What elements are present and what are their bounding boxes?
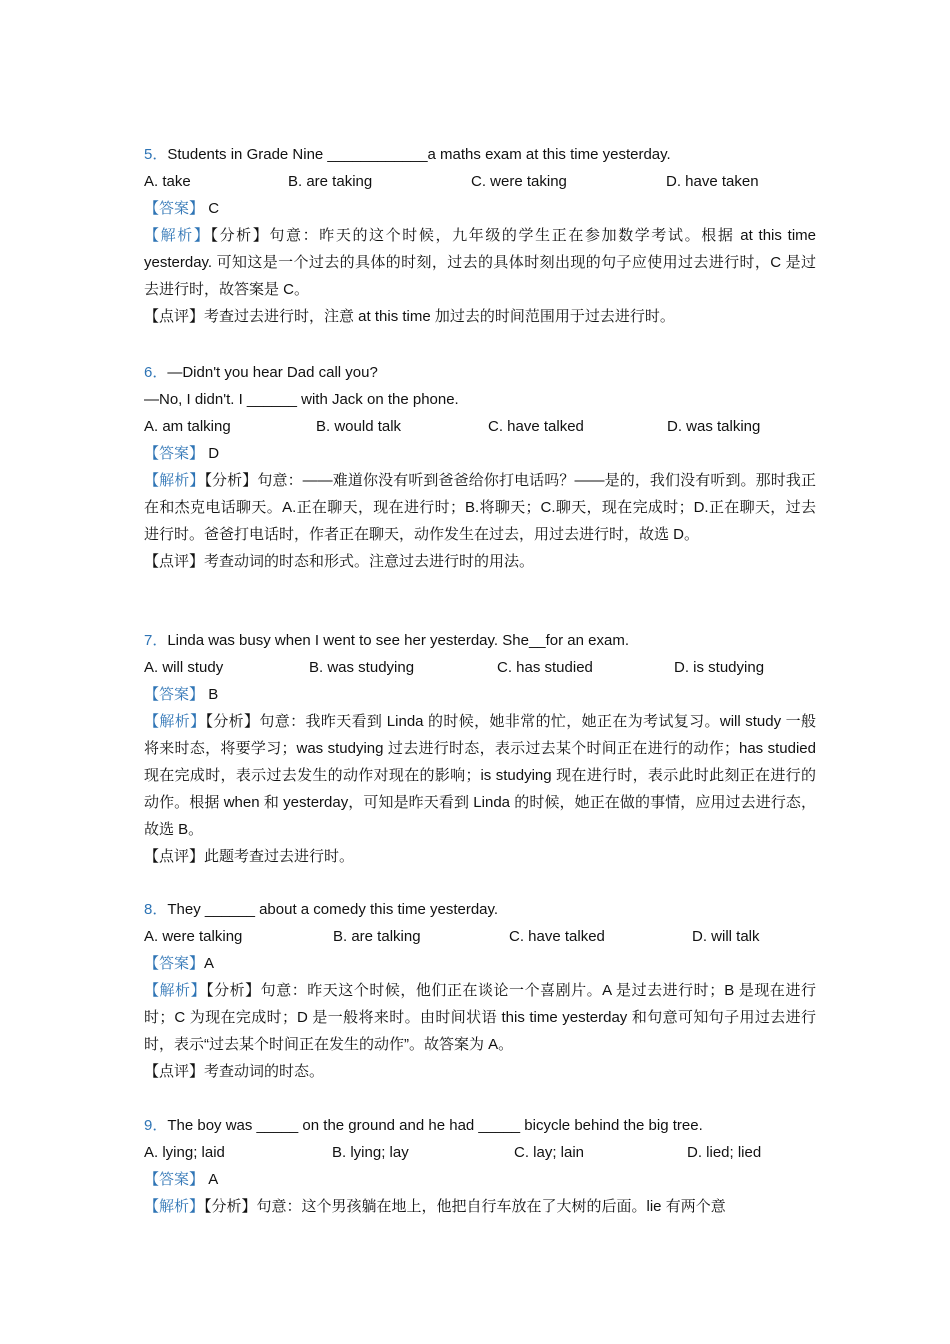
- options-row: [144, 923, 816, 950]
- options-row: [144, 1139, 816, 1166]
- question-5: [144, 141, 816, 330]
- question-stem: [144, 1112, 816, 1139]
- analysis-paragraph: [144, 222, 816, 303]
- question-number: 9．: [144, 1117, 168, 1134]
- question-stem: [144, 896, 816, 923]
- analysis-text: 【分析】句意：——难道你没有听到爸爸给你打电话吗？——是的，我们没有听到。那时我正在和杰克电话聊天。A.正在聊天，现在进行时；B.将聊天；C.聊天，现在完成时；D.正在聊天，过去进行时。爸爸打电话时，作者正在聊天，动作发生在过去，用过去进行时，故选 D。: [144, 472, 816, 543]
- question-number: 7．: [144, 632, 168, 649]
- analysis-text: 【分析】句意：这个男孩躺在地上，他把自行车放在了大树的后面。lie 有两个意: [204, 1198, 726, 1215]
- analysis-tag: 【解析】: [144, 227, 211, 244]
- question-stem: [144, 141, 816, 168]
- option-a: A. am talking: [144, 418, 231, 435]
- question-text: Students in Grade Nine ____________a maths exam at this time yesterday.: [167, 146, 671, 163]
- comment-line: 【点评】考查动词的时态和形式。注意过去进行时的用法。: [144, 553, 535, 570]
- option-b: B. are taking: [288, 173, 373, 190]
- option-c: C. lay; lain: [514, 1144, 585, 1161]
- answer-tag: 【答案】: [144, 955, 205, 972]
- analysis-text: 【分析】句意：昨天的这个时候，九年级的学生正在参加数学考试。根据 at this time yesterday. 可知这是一个过去的具体的时刻，过去的具体时刻出现的句子应使用过去进行时，C 是过去进行时，故答案是 C。: [144, 227, 816, 298]
- answer-value: B: [208, 686, 219, 703]
- analysis-paragraph: [144, 467, 816, 548]
- analysis-paragraph: [144, 977, 816, 1058]
- question-text-line-2: —No, I didn't. I ______ with Jack on the phone.: [144, 391, 459, 408]
- options-row: [144, 168, 816, 195]
- answer-line: [144, 681, 816, 708]
- question-9: [144, 1112, 816, 1220]
- option-d: D. have taken: [666, 173, 759, 190]
- analysis-text: 【分析】句意：昨天这个时候，他们正在谈论一个喜剧片。A 是过去进行时；B 是现在进行时；C 为现在完成时；D 是一般将来时。由时间状语 this time yesterday 和句意可知句子用过去进行时，表示“过去某个时间正在发生的动作”。故答案为 A。: [144, 982, 816, 1053]
- option-c: C. were taking: [471, 173, 567, 190]
- option-d: D. is studying: [674, 659, 765, 676]
- question-text: —Didn't you hear Dad call you?: [167, 364, 378, 381]
- question-stem: [144, 627, 816, 654]
- comment-line: 【点评】此题考查过去进行时。: [144, 848, 355, 865]
- answer-tag: 【答案】: [144, 200, 205, 217]
- question-text: They ______ about a comedy this time yesterday.: [167, 901, 499, 918]
- option-a: A. lying; laid: [144, 1144, 225, 1161]
- comment-line: 【点评】考查动词的时态。: [144, 1063, 325, 1080]
- question-6: [144, 359, 816, 575]
- answer-line: [144, 950, 816, 977]
- answer-value: A: [208, 1171, 219, 1188]
- analysis-tag: 【解析】: [144, 982, 207, 999]
- answer-value: C: [208, 200, 220, 217]
- question-7: [144, 627, 816, 870]
- options-row: [144, 654, 816, 681]
- analysis-text: 【分析】句意：我昨天看到 Linda 的时候，她非常的忙，她正在为考试复习。will study 一般将来时态，将要学习；was studying 过去进行时态，表示过去某个时间正在进行的动作；has studied 现在完成时，表示过去发生的动作对现在的影响；is studying 现在进行时，表示此时此刻正在进行的动作。根据 when 和 yesterday，可知是昨天看到 Linda 的时候，她正在做的事情，应用过去进行态，故选 B。: [144, 713, 816, 838]
- option-b: B. was studying: [309, 659, 415, 676]
- answer-tag: 【答案】: [144, 1171, 205, 1188]
- option-c: C. have talked: [509, 928, 605, 945]
- answer-tag: 【答案】: [144, 686, 205, 703]
- answer-line: [144, 1166, 816, 1193]
- options-row: [144, 413, 816, 440]
- question-text: Linda was busy when I went to see her yesterday. She__for an exam.: [167, 632, 629, 649]
- answer-value: D: [208, 445, 220, 462]
- question-number: 8．: [144, 901, 168, 918]
- option-c: C. have talked: [488, 418, 584, 435]
- option-b: B. would talk: [316, 418, 402, 435]
- analysis-tag: 【解析】: [144, 713, 206, 730]
- option-b: B. lying; lay: [332, 1144, 409, 1161]
- answer-line: [144, 195, 816, 222]
- option-d: D. lied; lied: [687, 1144, 762, 1161]
- question-text: The boy was _____ on the ground and he had _____ bicycle behind the big tree.: [167, 1117, 703, 1134]
- answer-tag: 【答案】: [144, 445, 205, 462]
- analysis-paragraph: [144, 1193, 816, 1220]
- analysis-tag: 【解析】: [144, 472, 205, 489]
- answer-line: [144, 440, 816, 467]
- comment-line: 【点评】考查过去进行时，注意 at this time 加过去的时间范围用于过去进行时。: [144, 308, 675, 325]
- analysis-tag: 【解析】: [144, 1198, 205, 1215]
- question-number: 6．: [144, 364, 168, 381]
- option-c: C. has studied: [497, 659, 593, 676]
- question-number: 5．: [144, 146, 168, 163]
- answer-value: A: [204, 955, 215, 972]
- option-a: A. take: [144, 173, 191, 190]
- option-a: A. were talking: [144, 928, 243, 945]
- analysis-paragraph: [144, 708, 816, 843]
- option-d: D. will talk: [692, 928, 760, 945]
- question-stem: [144, 359, 816, 386]
- option-b: B. are talking: [333, 928, 421, 945]
- option-a: A. will study: [144, 659, 224, 676]
- question-8: [144, 896, 816, 1085]
- option-d: D. was talking: [667, 418, 761, 435]
